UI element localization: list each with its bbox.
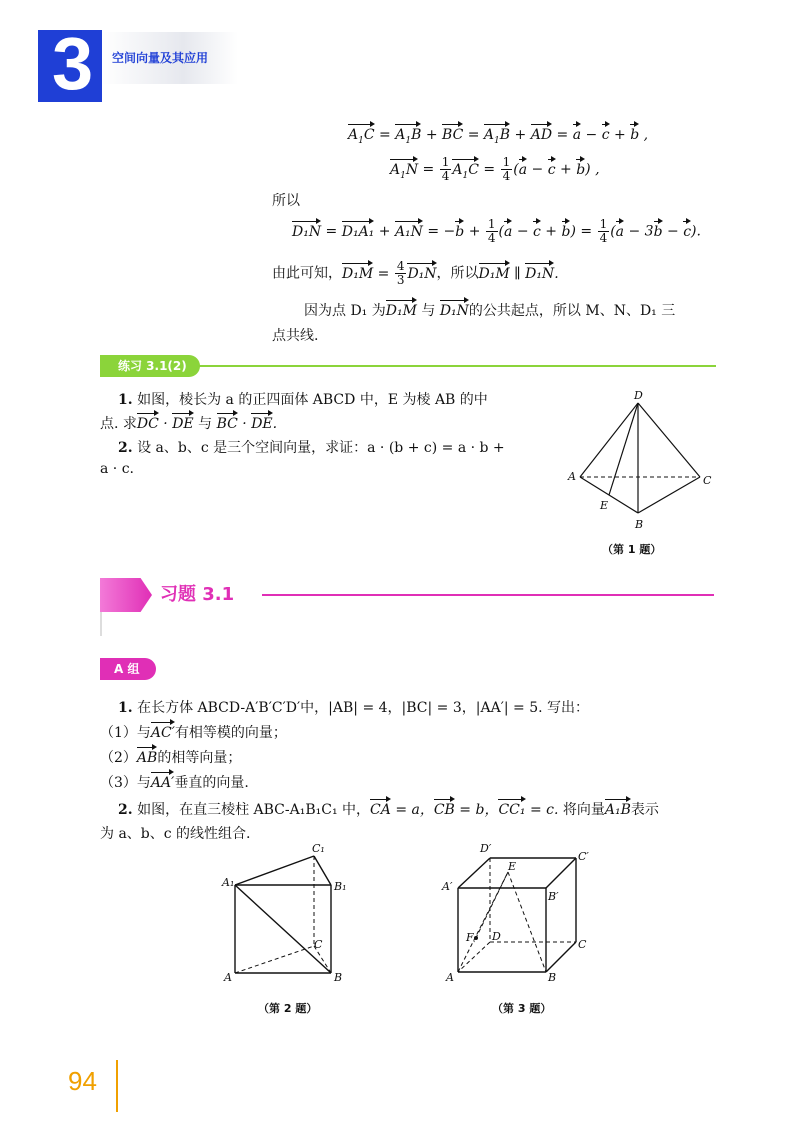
exercise-q2-line2: a · c. [100, 461, 134, 477]
homework-p1: 1. 在长方体 ABCD-A′B′C′D′中，|AB| = 4，|BC| = 3，|AA′| = 5. 写出： [118, 700, 590, 716]
derivation-paragraph-end: 点共线. [272, 328, 319, 344]
homework-arrow-icon [100, 578, 152, 612]
fig2-label-C1: C₁ [312, 842, 325, 855]
fig3-label-D: D [492, 930, 501, 943]
fig2-label-A1: A₁ [222, 876, 235, 889]
chapter-title: 空间向量及其应用 [112, 51, 209, 65]
fig3-label-F: F [466, 931, 474, 944]
derivation-paragraph: 因为点 D₁ 为D₁M 与 D₁N的公共起点，所以 M、N、D₁ 三 [304, 300, 675, 320]
fig1-label-B: B [635, 518, 644, 531]
group-a-label: A 组 [100, 658, 156, 680]
figure-1-caption: （第 1 题） [602, 543, 662, 556]
homework-title: 习题 3.1 [160, 584, 235, 605]
fig3-label-A1: A′ [442, 880, 453, 893]
fig1-label-E: E [600, 499, 609, 512]
figure-2-caption: （第 2 题） [258, 1002, 318, 1015]
fig1-label-A: A [568, 470, 576, 483]
derivation-line-1: $A_1C = A_1B$ + BC = $A_1B$ + AD = a − c + b , [348, 124, 648, 146]
fig3-label-A: A [446, 971, 454, 984]
derivation-line-2: $A_1N$ = $\frac{1}{4}$ $A_1C$ = $\frac{1}{4}$ (a − c + b) , [390, 155, 600, 183]
fig3-label-B: B [548, 971, 557, 984]
chapter-number: 3 [52, 22, 94, 105]
fig2-label-B: B [334, 971, 343, 984]
fig3-label-D1: D′ [480, 842, 492, 855]
exercise-label: 练习 3.1(2) [100, 355, 200, 377]
exercise-q2-line1: 2. 设 a、b、c 是三个空间向量，求证：a · (b + c) = a · b + [118, 440, 505, 456]
derivation-line-4: 由此可知，D₁M = $\frac{4}{3}$ D₁N，所以D₁M ∥ D₁N. [272, 259, 559, 287]
fig3-label-E: E [508, 860, 517, 873]
figure-cube [440, 840, 600, 990]
vec-D1N: D₁N [292, 221, 321, 240]
fig3-label-C: C [578, 938, 587, 951]
page-number: 94 [68, 1066, 97, 1096]
homework-p2-line1: 2. 如图，在直三棱柱 ABC-A₁B₁C₁ 中，CA = a，CB = b，CC₁ = c. 将向量A₁B表示 [118, 799, 659, 819]
exercise-q1-line2: 点. 求DC · DE 与 BC · DE. [100, 413, 277, 433]
homework-shadow [100, 612, 102, 636]
figure-prism [218, 840, 358, 990]
fig3-label-C1: C′ [578, 850, 589, 863]
fig2-label-A: A [224, 971, 232, 984]
derivation-so: 所以 [272, 193, 300, 209]
figure-tetrahedron [560, 385, 720, 535]
homework-p2-line2: 为 a、b、c 的线性组合. [100, 826, 251, 842]
fig2-label-C: C [314, 938, 323, 951]
homework-p1-sub1: （1）与AC′有相等模的向量； [100, 722, 287, 742]
vec-A1N: A₁N [395, 221, 423, 240]
homework-p1-sub3: （3）与AA′垂直的向量. [100, 772, 249, 792]
fig2-label-B1: B₁ [334, 880, 347, 893]
fig3-label-B1: B′ [548, 890, 559, 903]
page-number-rule [116, 1060, 118, 1112]
homework-rule [262, 594, 714, 596]
vec-D1A1: D₁A₁ [342, 221, 375, 240]
exercise-rule [198, 365, 716, 367]
fig1-label-D: D [634, 389, 643, 402]
figure-3-caption: （第 3 题） [492, 1002, 552, 1015]
exercise-q1-line1: 1. 如图，棱长为 a 的正四面体 ABCD 中，E 为棱 AB 的中 [118, 392, 488, 408]
derivation-line-3: D₁N = D₁A₁ + A₁N = −b + $\frac{1}{4}$ (a − c + b) = $\frac{1}{4}$ (a − 3b − c). [292, 217, 701, 245]
fig1-label-C: C [703, 474, 712, 487]
homework-p1-sub2: （2）AB的相等向量； [100, 747, 241, 767]
